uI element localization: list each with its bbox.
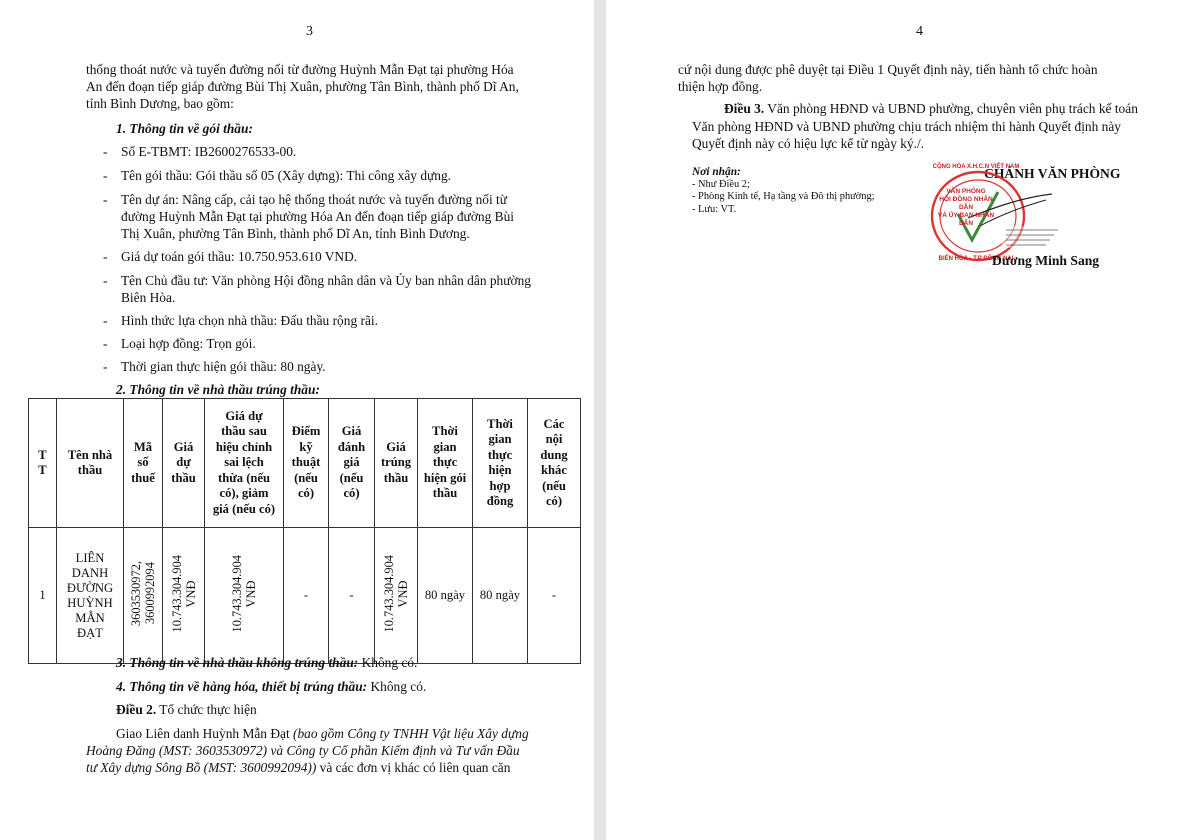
header-cell: Mã số thuế	[124, 399, 163, 528]
text-run: và các đơn vị khác có liên quan căn	[316, 760, 511, 775]
recipient-item: - Phòng Kinh tế, Hạ tầng và Đô thị phường;	[692, 191, 875, 202]
text-line: Tên gói thầu: Gói thầu số 05 (Xây dựng): Thi công xây dựng.	[121, 168, 452, 183]
stamp-line: HỘI ĐỒNG NHÂN DÂN	[939, 196, 993, 211]
cell-bid-price: 10.743.304.904 VNĐ	[163, 528, 205, 664]
table-row	[29, 528, 581, 664]
bullet: -	[103, 336, 108, 351]
stamp-line: VÀ ỦY BAN NHÂN DÂN	[937, 212, 995, 227]
text-line: Hình thức lựa chọn nhà thầu: Đấu thầu rộng rãi.	[121, 313, 378, 328]
text-run: (bao gồm Công ty TNHH Vật liệu Xây dựng	[293, 726, 529, 741]
text-line: Loại hợp đồng: Trọn gói.	[121, 336, 256, 351]
page-3	[0, 0, 594, 840]
bullet: -	[103, 313, 108, 328]
text-line: tỉnh Bình Dương, bao gồm:	[86, 96, 234, 111]
text-run: tư Xây dựng Sông Bồ (MST: 3600992094))	[86, 760, 317, 775]
header-cell: Thời gian thực hiện hợp đồng	[473, 399, 528, 528]
winning-bidder-table	[28, 398, 581, 664]
cell-package-time: 80 ngày	[418, 528, 473, 664]
text-line: Hoàng Đăng (MST: 3603530972) và Công ty Cổ phần Kiểm định và Tư vấn Đầu	[86, 743, 520, 758]
header-cell: Tên nhà thầu	[57, 399, 124, 528]
text-line: Thị Xuân, phường Tân Bình, thành phố Dĩ An, tỉnh Bình Dương.	[121, 226, 470, 241]
section-2-heading: 2. Thông tin về nhà thầu trúng thầu:	[116, 382, 320, 397]
header-cell: Giá dự thầu	[163, 399, 205, 528]
text-line: Giá dự toán gói thầu: 10.750.953.610 VND.	[121, 249, 358, 264]
signer-name: Dương Minh Sang	[992, 253, 1100, 268]
text-line: đường Huỳnh Mẫn Đạt tại phường Hóa An đến đoạn tiếp giáp đường Bùi	[121, 209, 514, 224]
recipient-item: - Như Điều 2;	[692, 178, 750, 190]
text-run: Giao Liên danh Huỳnh Mẫn Đạt	[116, 726, 294, 741]
intro-paragraph	[86, 61, 538, 112]
article-label: Điều 2.	[116, 702, 157, 717]
section-4-value: Không có.	[367, 679, 427, 694]
article-3-body	[692, 118, 1152, 152]
text-line: Thời gian thực hiện gói thầu: 80 ngày.	[121, 359, 326, 374]
text-line: Tên Chủ đầu tư: Văn phòng Hội đồng nhân dân và Ủy ban nhân dân phường	[121, 273, 531, 288]
text-line: Biên Hòa.	[121, 290, 176, 305]
cell-tech-score: -	[284, 528, 329, 664]
cell-adjusted-price: 10.743.304.904 VNĐ	[205, 528, 284, 664]
bullet: -	[103, 273, 108, 288]
header-cell: Điểm kỹ thuật (nếu có)	[284, 399, 329, 528]
recipients-heading: Nơi nhận:	[692, 166, 741, 178]
bullet: -	[103, 144, 108, 159]
signer-title: CHÁNH VĂN PHÒNG	[984, 166, 1121, 181]
text-line: thiện hợp đồng.	[678, 79, 763, 94]
cell-other: -	[528, 528, 581, 664]
page-4	[606, 0, 1200, 840]
text-run: Văn phòng HĐND và UBND phường, chuyên viên phụ trách kế toán	[764, 101, 1138, 116]
header-cell: Giá đánh giá (nếu có)	[329, 399, 375, 528]
page-number: 3	[306, 24, 313, 39]
bullet: -	[103, 359, 108, 374]
article-2-body	[86, 725, 556, 776]
stamp-text	[936, 188, 996, 228]
continuation-paragraph	[678, 61, 1146, 95]
header-cell: Các nội dung khác (nếu có)	[528, 399, 581, 528]
stamp-top-text: CỘNG HÒA X.H.C.N VIỆT NAM	[932, 164, 1020, 170]
header-cell: Giá dự thầu sau hiệu chỉnh sai lệch thừa (nếu có), giảm giá (nếu có)	[205, 399, 284, 528]
cell-contract-time: 80 ngày	[473, 528, 528, 664]
text-line: Số E-TBMT: IB2600276533-00.	[121, 144, 297, 159]
article-2-heading	[116, 701, 257, 718]
text-line: An đến đoạn tiếp giáp đường Bùi Thị Xuân, phường Tân Bình, thành phố Dĩ An,	[86, 79, 519, 94]
cell-eval-price: -	[329, 528, 375, 664]
text-line: cứ nội dung được phê duyệt tại Điều 1 Quyết định này, tiến hành tổ chức hoàn	[678, 62, 1098, 77]
page-number: 4	[916, 24, 923, 39]
section-3	[116, 654, 417, 671]
text-line: Quyết định này có hiệu lực kể từ ngày ký./.	[692, 136, 925, 151]
article-3	[694, 100, 1154, 117]
section-4-heading: 4. Thông tin về hàng hóa, thiết bị trúng thầu:	[116, 679, 368, 694]
header-cell: Thời gian thực hiện gói thầu	[418, 399, 473, 528]
text-line: Văn phòng HĐND và UBND phường chịu trách nhiệm thi hành Quyết định này	[692, 119, 1122, 134]
cell-tax-code: 3603530972, 3600992094	[124, 528, 163, 664]
header-cell: Giá trúng thầu	[375, 399, 418, 528]
table-header-row	[29, 399, 581, 528]
section-1-heading: 1. Thông tin về gói thầu:	[116, 121, 253, 136]
section-3-value: Không có.	[358, 655, 418, 670]
recipients-block	[692, 166, 875, 216]
bullet: -	[103, 192, 108, 207]
article-title: Tổ chức thực hiện	[156, 702, 257, 717]
header-cell: T T	[29, 399, 57, 528]
cell-contractor-name: LIÊN DANH ĐƯỜNG HUỲNH MẪN ĐẠT	[57, 528, 124, 664]
recipient-item: - Lưu: VT.	[692, 203, 737, 215]
cell-tt: 1	[29, 528, 57, 664]
text-line: thống thoát nước và tuyến đường nối từ đường Huỳnh Mẫn Đạt tại phường Hóa	[86, 62, 514, 77]
stamp-bottom-text: BIÊN HÒA - T.P ĐỒNG NAI	[938, 256, 1014, 262]
stamp-line: VĂN PHÒNG	[946, 188, 986, 195]
section-3-heading: 3. Thông tin về nhà thầu không trúng thầu:	[116, 655, 359, 670]
section-4	[116, 678, 426, 695]
cell-winning-price: 10.743.304.904 VNĐ	[375, 528, 418, 664]
article-label: Điều 3.	[724, 101, 765, 116]
bullet: -	[103, 168, 108, 183]
bullet: -	[103, 249, 108, 264]
text-line: Tên dự án: Nâng cấp, cải tạo hệ thống thoát nước và tuyến đường nối từ	[121, 192, 508, 207]
